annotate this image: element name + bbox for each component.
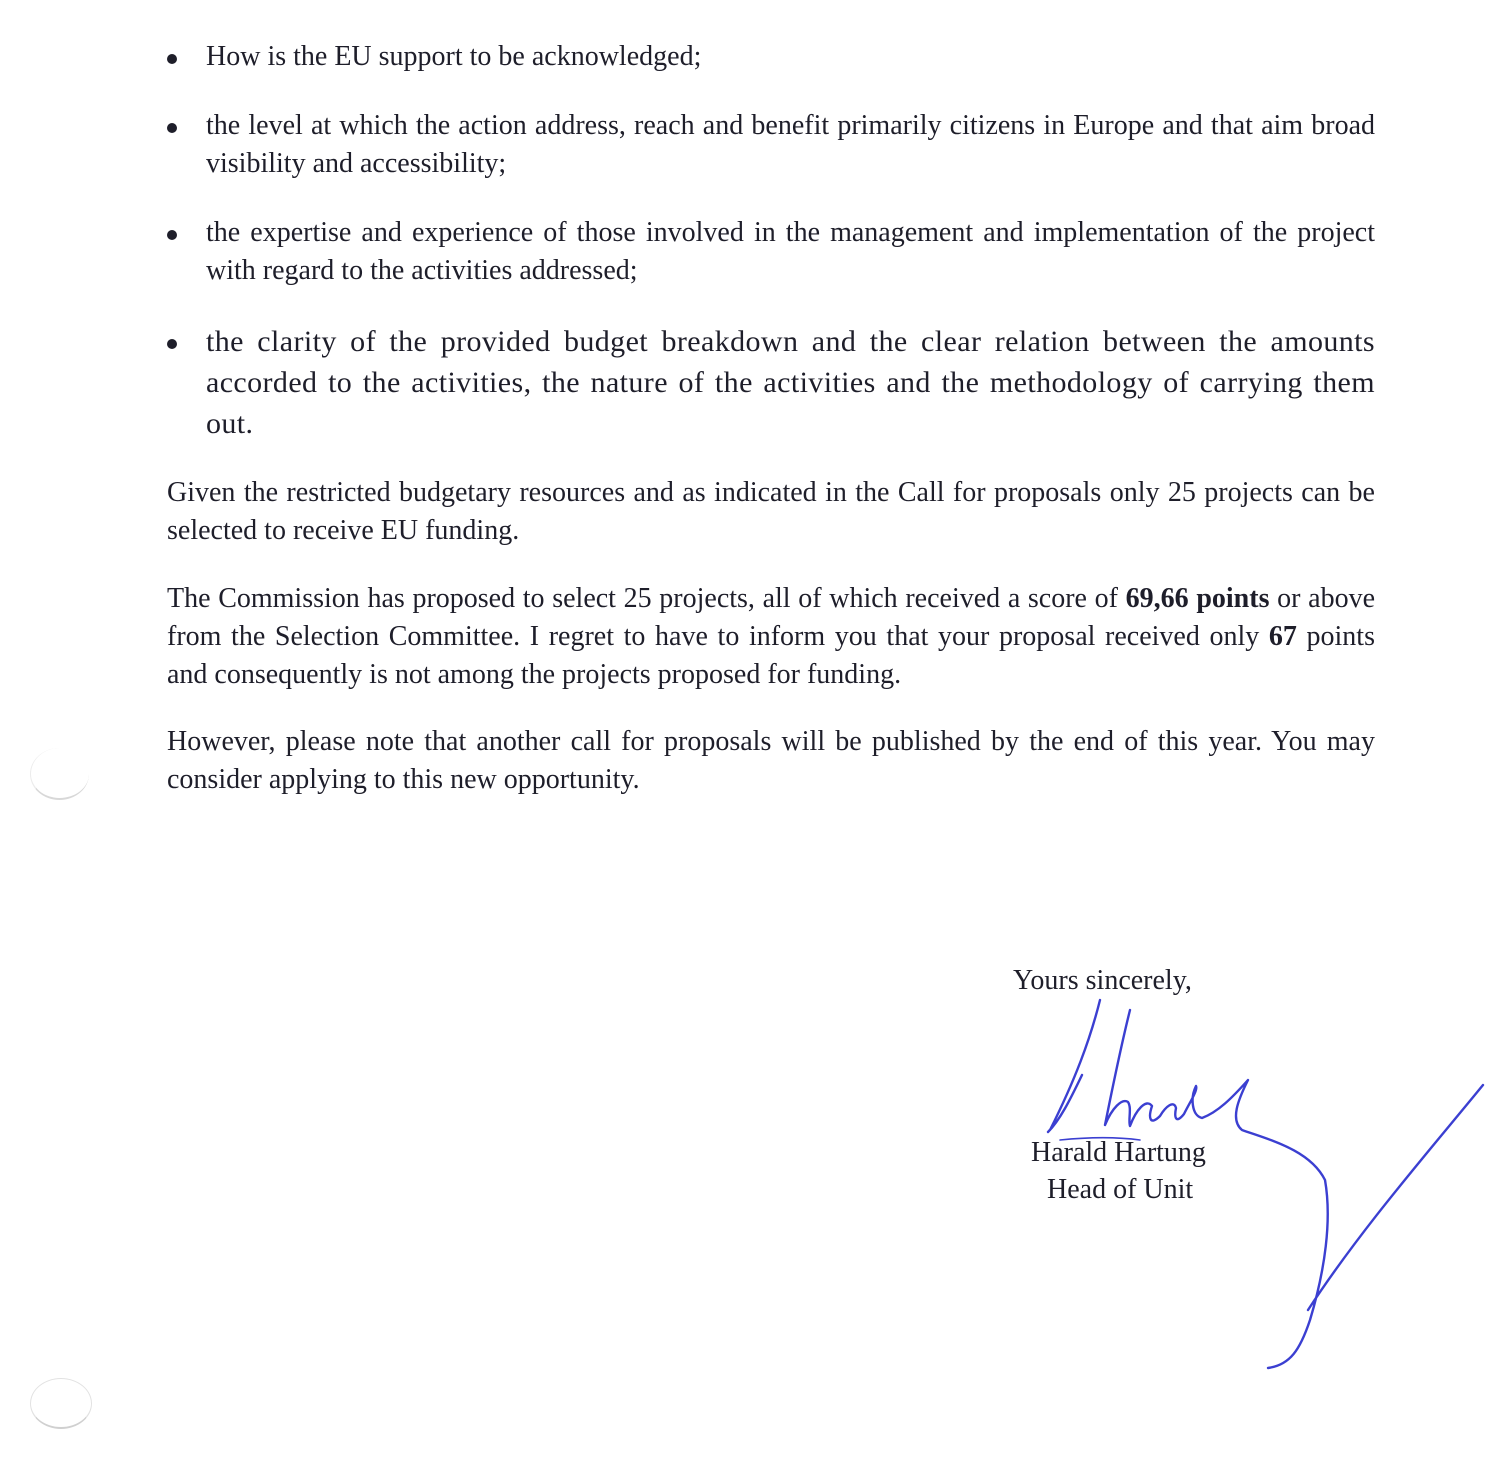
criteria-text: the expertise and experience of those involved in the management and implementation of the project with regard to the activities addressed;	[206, 217, 1375, 286]
bullet-icon	[167, 123, 177, 133]
result-paragraph	[167, 580, 1375, 694]
next-call-paragraph: However, please note that another call for proposals will be published by the end of this year. You may consider applying to this new opportunity.	[167, 726, 1375, 795]
result-text-part-1: The Commission has proposed to select 25 projects, all of which received a score of	[167, 583, 1126, 614]
criteria-text: the level at which the action address, reach and benefit primarily citizens in Europe and that aim broad visibility and accessibility;	[206, 110, 1375, 179]
criteria-item-budget-clarity	[160, 321, 1375, 444]
received-score: 67	[1268, 621, 1297, 652]
result-text-part-2: or above from the Selection Committee. I regret to have to inform you that your proposal received only	[167, 583, 1376, 652]
criteria-text: the clarity of the provided budget breakdown and the clear relation between the amounts accorded to the activities, the nature of the activities and the methodology of carrying them out.	[206, 325, 1375, 440]
threshold-score: 69,66 points	[1125, 583, 1270, 614]
budget-paragraph: Given the restricted budgetary resources and as indicated in the Call for proposals only 25 projects can be selected to receive EU funding.	[167, 477, 1375, 546]
bullet-icon	[167, 54, 177, 64]
criteria-item-expertise	[160, 214, 1375, 290]
signatory-title: Head of Unit	[1047, 1174, 1194, 1205]
closing-salutation: Yours sincerely,	[1013, 965, 1192, 996]
bullet-icon	[167, 230, 177, 240]
evaluation-criteria-list	[160, 38, 1375, 475]
criteria-text: How is the EU support to be acknowledged;	[206, 41, 702, 72]
punch-hole-bottom	[30, 1378, 92, 1429]
bullet-icon	[167, 339, 177, 349]
criteria-item-citizen-reach	[160, 107, 1375, 183]
signatory-name: Harald Hartung	[1031, 1137, 1206, 1168]
criteria-item-acknowledgement	[160, 38, 1375, 76]
result-text-part-3: points and consequently is not among the projects proposed for funding.	[167, 621, 1375, 690]
punch-hole-top	[30, 748, 89, 800]
